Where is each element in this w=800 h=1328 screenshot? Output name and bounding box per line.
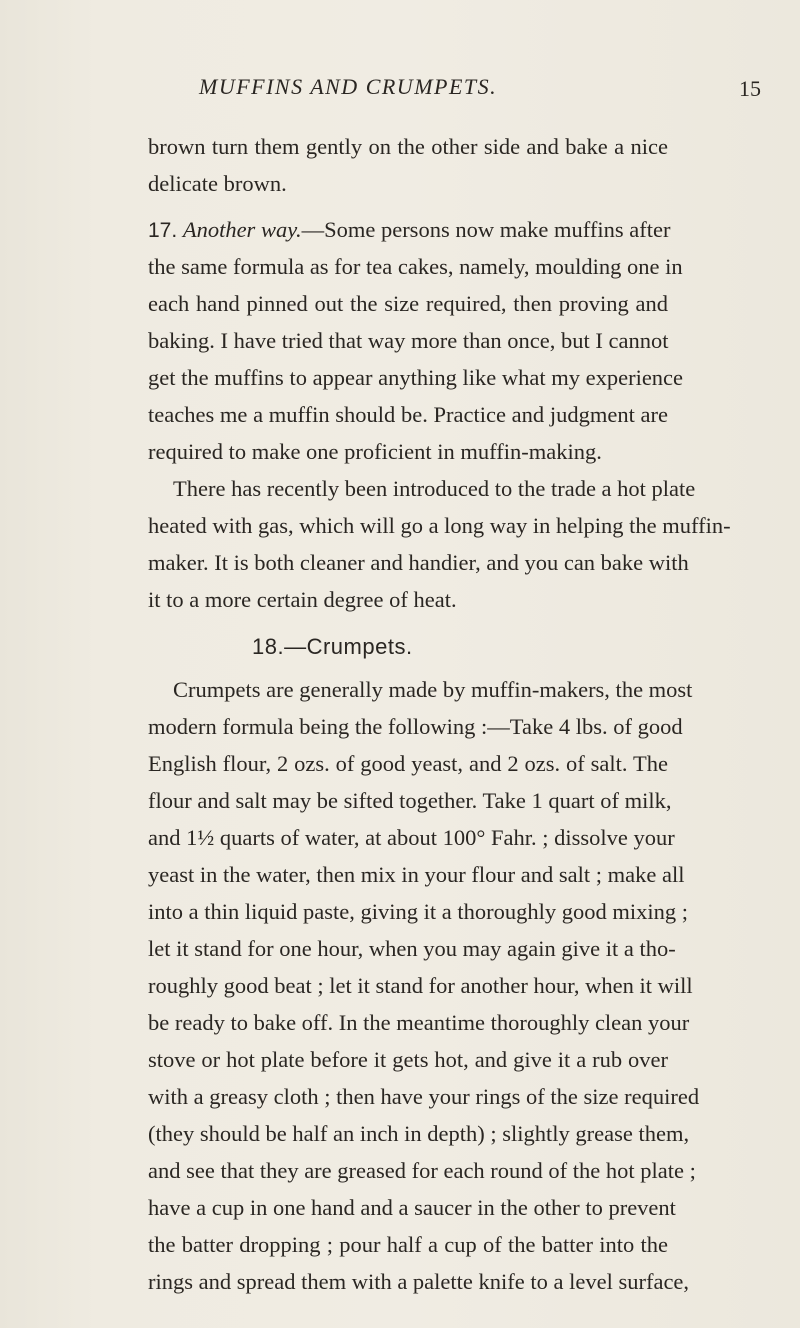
running-title: MUFFINS AND CRUMPETS. xyxy=(199,74,498,99)
text-line: and see that they are greased for each round of the hot plate ; xyxy=(148,1158,696,1183)
text-line: required to make one proficient in muffin-making. xyxy=(148,439,602,464)
text-line: rings and spread them with a palette knife to a level surface, xyxy=(148,1269,690,1294)
text-line: stove or hot plate before it gets hot, and give it a rub over xyxy=(148,1047,668,1072)
text-line: baking. I have tried that way more than once, but I cannot xyxy=(148,328,669,353)
text-line: the batter dropping ; pour half a cup of the batter into the xyxy=(148,1232,668,1257)
text-line: and 1½ quarts of water, at about 100° Fahr. ; dissolve your xyxy=(148,825,675,850)
text-line: have a cup in one hand and a saucer in the other to prevent xyxy=(148,1195,676,1220)
text-line: get the muffins to appear anything like what my experience xyxy=(148,365,684,390)
section-title: Another way. xyxy=(182,217,302,242)
page-number: 15 xyxy=(739,76,761,101)
running-head xyxy=(0,74,800,108)
text-line: modern formula being the following :—Take 4 lbs. of good xyxy=(148,714,683,739)
text-line: maker. It is both cleaner and handier, and you can bake with xyxy=(148,550,689,575)
text-line: roughly good beat ; let it stand for another hour, when it will xyxy=(148,973,693,998)
text-line: into a thin liquid paste, giving it a thoroughly good mixing ; xyxy=(148,899,688,924)
body-text xyxy=(148,128,731,1300)
text-line: let it stand for one hour, when you may again give it a tho- xyxy=(148,936,676,961)
text-line: (they should be half an inch in depth) ; slightly grease them, xyxy=(148,1121,690,1146)
text-line: English flour, 2 ozs. of good yeast, and 2 ozs. of salt. The xyxy=(148,751,668,776)
text-line: each hand pinned out the size required, then proving and xyxy=(148,291,668,316)
section-18-heading: 18.—Crumpets. xyxy=(252,634,413,659)
section-17-first-line xyxy=(148,211,671,248)
text-line: yeast in the water, then mix in your flour and salt ; make all xyxy=(148,862,685,887)
text-line: heated with gas, which will go a long way in helping the muffin- xyxy=(148,513,731,538)
text-line: delicate brown. xyxy=(148,171,287,196)
section-number: 17. xyxy=(148,219,178,242)
text-line: teaches me a muffin should be. Practice and judgment are xyxy=(148,402,668,427)
text-line: with a greasy cloth ; then have your rings of the size required xyxy=(148,1084,700,1109)
text-run: —Some persons now make muffins after xyxy=(301,217,671,242)
text-line: the same formula as for tea cakes, namely, moulding one in xyxy=(148,254,683,279)
text-line: brown turn them gently on the other side and bake a nice xyxy=(148,134,668,159)
text-line: flour and salt may be sifted together. Take 1 quart of milk, xyxy=(148,788,672,813)
text-line: be ready to bake off. In the meantime thoroughly clean your xyxy=(148,1010,690,1035)
text-line: Crumpets are generally made by muffin-makers, the most xyxy=(173,677,693,702)
text-line: There has recently been introduced to the trade a hot plate xyxy=(173,476,696,501)
text-line: it to a more certain degree of heat. xyxy=(148,587,457,612)
